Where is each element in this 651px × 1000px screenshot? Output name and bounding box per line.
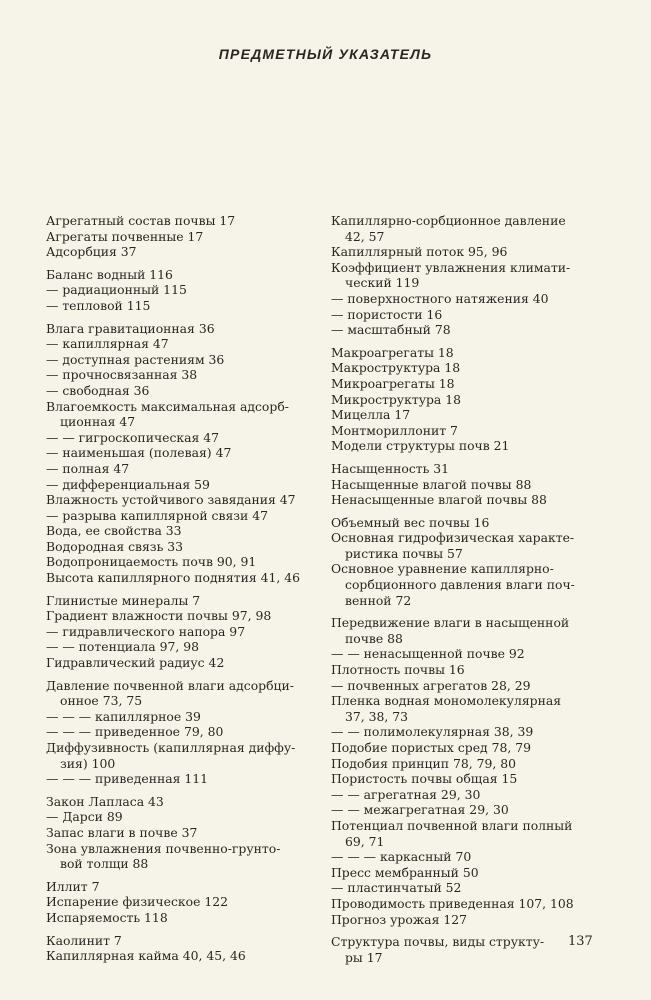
index-entry: — — — приведенная 111 (46, 771, 209, 787)
index-entry: ческий 119 (345, 275, 420, 291)
index-entry: — — полимолекулярная 38, 39 (331, 724, 534, 740)
index-entry: Микроструктура 18 (331, 391, 462, 407)
index-entry: — разрыва капиллярной связи 47 (46, 507, 269, 523)
index-entry: Микроагрегаты 18 (331, 375, 455, 391)
index-entry: ционная 47 (60, 414, 136, 430)
index-entry: Глинистые минералы 7 (46, 592, 201, 608)
index-entry: Высота капиллярного поднятия 41, 46 (46, 570, 300, 586)
index-entry: — почвенных агрегатов 28, 29 (331, 677, 531, 693)
index-entry: Передвижение влаги в насыщенной (331, 615, 570, 631)
index-entry: — — ненасыщенной почве 92 (331, 646, 525, 662)
index-letter-group (46, 321, 302, 586)
index-letter-group (46, 879, 302, 926)
index-letter-group (331, 213, 594, 338)
index-entry: Мицелла 17 (331, 407, 411, 423)
index-entry: Агрегатный состав почвы 17 (46, 213, 236, 228)
index-entry: Адсорбция 37 (46, 244, 137, 260)
index-entry: — пластинчатый 52 (331, 880, 462, 896)
index-letter-group (331, 615, 594, 927)
index-entry: — — — приведенное 79, 80 (46, 724, 224, 740)
index-entry: Капиллярный поток 95, 96 (331, 244, 508, 260)
index-entry: Потенциал почвенной влаги полный (331, 817, 573, 833)
index-entry: Пленка водная мономолекулярная (331, 693, 562, 709)
page-number: 137 (568, 934, 593, 949)
index-entry: — пористости 16 (331, 306, 443, 322)
index-entry: Монтмориллонит 7 (331, 422, 458, 438)
index-entry: — тепловой 115 (46, 297, 151, 313)
index-entry: Прогноз урожая 127 (331, 911, 467, 927)
index-entry: Подобия принцип 78, 79, 80 (331, 755, 517, 771)
index-entry: Иллит 7 (46, 878, 100, 894)
index-entry: Зона увлажнения почвенно-грунто- (46, 840, 281, 856)
index-entry: Капиллярная кайма 40, 45, 46 (46, 948, 246, 964)
index-entry: Влагоемкость максимальная адсорб- (46, 398, 289, 414)
index-entry: Основная гидрофизическая характе- (331, 530, 575, 546)
index-entry: Структура почвы, виды структу- (331, 934, 545, 950)
index-entry: 42, 57 (345, 228, 385, 244)
index-entry: почве 88 (345, 630, 403, 646)
index-entry: — капиллярная 47 (46, 336, 169, 352)
index-entry: ристика почвы 57 (345, 545, 463, 561)
index-entry: — полная 47 (46, 460, 130, 476)
index-letter-group (46, 593, 302, 671)
index-entry: Водопроницаемость почв 90, 91 (46, 554, 257, 570)
index-entry: — Дарси 89 (46, 809, 123, 825)
index-entry: Диффузивность (капиллярная диффу- (46, 740, 296, 755)
index-entry: — — гигроскопическая 47 (46, 429, 220, 445)
index-entry: Пресс мембранный 50 (331, 864, 479, 880)
index-entry: — свободная 36 (46, 382, 150, 398)
page-title: ПРЕДМЕТНЫЙ УКАЗАТЕЛЬ (218, 46, 433, 62)
index-entry: Давление почвенной влаги адсорбци- (46, 677, 294, 693)
index-entry: — наименьшая (полевая) 47 (46, 445, 232, 461)
index-entry: Испарение физическое 122 (46, 894, 229, 910)
index-entry: Гидравлический радиус 42 (46, 655, 225, 671)
index-entry: Влажность устойчивого завядания 47 (46, 492, 296, 508)
index-entry: Насыщенные влагой почвы 88 (331, 476, 532, 492)
index-entry: ры 17 (345, 949, 383, 965)
index-entry: — — — каркасный 70 (331, 849, 472, 865)
index-letter-group (46, 794, 302, 872)
index-entry: Каолинит 7 (46, 932, 122, 948)
index-entry: Макроагрегаты 18 (331, 344, 454, 360)
index-letter-group (46, 213, 302, 260)
index-letter-group (331, 345, 594, 454)
index-entry: Макроструктура 18 (331, 360, 461, 376)
index-entry: Пористость почвы общая 15 (331, 771, 518, 787)
index-entry: — поверхностного натяжения 40 (331, 290, 549, 306)
index-entry: онное 73, 75 (60, 693, 143, 709)
index-letter-group (331, 515, 594, 609)
index-right-column (331, 213, 594, 972)
index-entry: Испаряемость 118 (46, 909, 168, 925)
index-entry: — масштабный 78 (331, 322, 451, 338)
index-entry: — — межагрегатная 29, 30 (331, 802, 509, 818)
index-entry: Баланс водный 116 (46, 266, 173, 282)
index-entry: сорбционного давления влаги поч- (345, 577, 575, 593)
index-entry: — дифференциальная 59 (46, 476, 210, 492)
index-entry: Подобие пористых сред 78, 79 (331, 740, 532, 755)
index-entry: Водородная связь 33 (46, 538, 184, 554)
index-entry: Коэффициент увлажнения климати- (331, 259, 571, 275)
index-entry: Модели структуры почв 21 (331, 438, 510, 454)
index-letter-group (46, 267, 302, 314)
index-letter-group (331, 461, 594, 508)
index-entry: — радиационный 115 (46, 282, 187, 298)
index-entry: Ненасыщенные влагой почвы 88 (331, 492, 547, 508)
index-entry: Агрегаты почвенные 17 (46, 228, 204, 244)
index-entry: — гидравлического напора 97 (46, 623, 246, 639)
index-entry: Влага гравитационная 36 (46, 320, 215, 336)
index-entry: 37, 38, 73 (345, 708, 409, 724)
index-entry: — доступная растениям 36 (46, 351, 225, 367)
index-entry: 69, 71 (345, 833, 385, 849)
index-left-column (46, 213, 302, 971)
index-entry: — — потенциала 97, 98 (46, 639, 200, 655)
index-entry: Насыщенность 31 (331, 460, 450, 476)
index-entry: — — — капиллярное 39 (46, 708, 201, 724)
index-entry: Проводимость приведенная 107, 108 (331, 895, 574, 911)
index-entry: Вода, ее свойства 33 (46, 523, 182, 539)
index-entry: зия) 100 (60, 755, 116, 771)
index-entry: Запас влаги в почве 37 (46, 824, 198, 840)
index-entry: — прочносвязанная 38 (46, 367, 198, 383)
index-entry: Капиллярно-сорбционное давление (331, 213, 566, 228)
index-entry: Плотность почвы 16 (331, 662, 465, 678)
index-entry: вой толщи 88 (60, 856, 149, 872)
index-entry: Градиент влажности почвы 97, 98 (46, 608, 272, 624)
index-letter-group (331, 934, 594, 965)
index-letter-group (46, 678, 302, 787)
index-letter-group (46, 933, 302, 964)
index-entry: венной 72 (345, 592, 412, 608)
index-entry: Основное уравнение капиллярно- (331, 561, 554, 577)
index-entry: Объемный вес почвы 16 (331, 514, 490, 530)
index-entry: — — агрегатная 29, 30 (331, 786, 481, 802)
index-entry: Закон Лапласа 43 (46, 793, 164, 809)
